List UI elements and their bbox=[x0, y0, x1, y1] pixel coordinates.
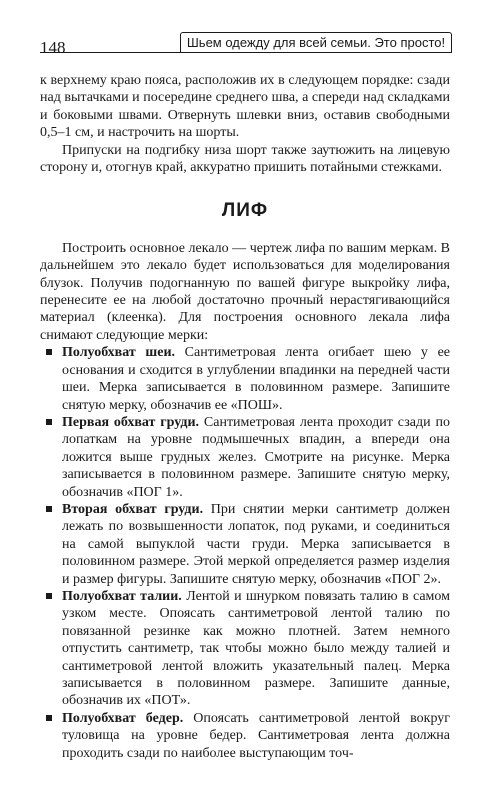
measure-text: Сантиметровая лента огибает шею у ее основания и сходится в углублении впадинки на передней части шеи. Мерка записывается в половинном размере. Запишите снятую мерку, обозначив ее «ПОШ». bbox=[62, 345, 451, 413]
list-item bbox=[40, 710, 450, 762]
page-header bbox=[40, 30, 452, 57]
paragraph: Построить основное лекало — чертеж лифа по вашим меркам. В дальнейшем это лекало будет использоваться для моделирования блузок. Получив подогнанную по вашей фигуре выкройку лифа, перенесите ее на любой достаточно прочный нерастягивающийся материал (клеенка). Для построения основного лекала лифа снимают следующие мерки: bbox=[40, 240, 450, 343]
measure-term: Первая обхват груди. bbox=[62, 414, 200, 430]
measure-term: Полуобхват бедер. bbox=[62, 710, 184, 726]
measure-text: Лентой и шнурком повязать талию в самом узком месте. Опоясать сантиметровой лентой талию по повязанной резинке как можно плотней. Затем немного отпустить сантиметр, так чтобы можно было между талией и сантиметровой лентой вложить указательный палец. Мерка записывается в половинном размере. Запишите данные, обозначив их «ПОТ». bbox=[62, 588, 450, 709]
measure-term: Вторая обхват груди. bbox=[62, 501, 204, 517]
measure-term: Полуобхват шеи. bbox=[62, 345, 176, 361]
list-item bbox=[40, 414, 450, 501]
paragraph: к верхнему краю пояса, расположив их в следующем порядке: сзади над вытачками и посередине среднего шва, а спереди над складками и боковыми швами. Отвернуть шлевки вниз, оставив свободными 0,5–1 см, и настрочить на шорты. bbox=[40, 73, 450, 141]
page-number: 148 bbox=[40, 38, 66, 57]
running-title: Шьем одежду для всей семьи. Это просто! bbox=[180, 32, 452, 53]
bullet-icon bbox=[46, 593, 52, 599]
bullet-icon bbox=[46, 349, 52, 355]
measure-text: Сантиметровая лента проходит сзади по лопаткам на уровне подмышечных впадин, а впереди она ложится выше грудных желез. Смотрите на рисунке. Мерка записывается в половинном размере. Запишите снятую мерку, обозначив «ПОГ 1». bbox=[62, 414, 450, 500]
section-title: ЛИФ bbox=[221, 200, 269, 222]
list-item bbox=[40, 501, 450, 588]
bullet-icon bbox=[46, 419, 52, 425]
measures-list bbox=[40, 344, 450, 762]
measure-text: Опоясать сантиметровой лентой вокруг туловища на уровне бедер. Сантиметровая лента должна проходить сзади по наиболее выступающим точ- bbox=[62, 710, 450, 761]
bullet-icon bbox=[46, 506, 52, 512]
measure-text: При снятии мерки сантиметр должен лежать по возвышенности лопаток, под руками, и соединиться на самой выпуклой части груди. Мерка записывается в половинном размере. Этой меркой определяется размер изделия и размер фигуры. Запишите снятую мерку, обозначив «ПОГ 2». bbox=[62, 501, 450, 587]
measure-term: Полуобхват талии. bbox=[62, 588, 182, 604]
list-item bbox=[40, 588, 450, 710]
page-content bbox=[40, 72, 450, 762]
bullet-icon bbox=[46, 715, 52, 721]
paragraph: Припуски на подгибку низа шорт также заутюжить на лицевую сторону и, отогнув край, аккуратно пришить потайными стежками. bbox=[40, 142, 450, 176]
list-item bbox=[40, 344, 450, 414]
